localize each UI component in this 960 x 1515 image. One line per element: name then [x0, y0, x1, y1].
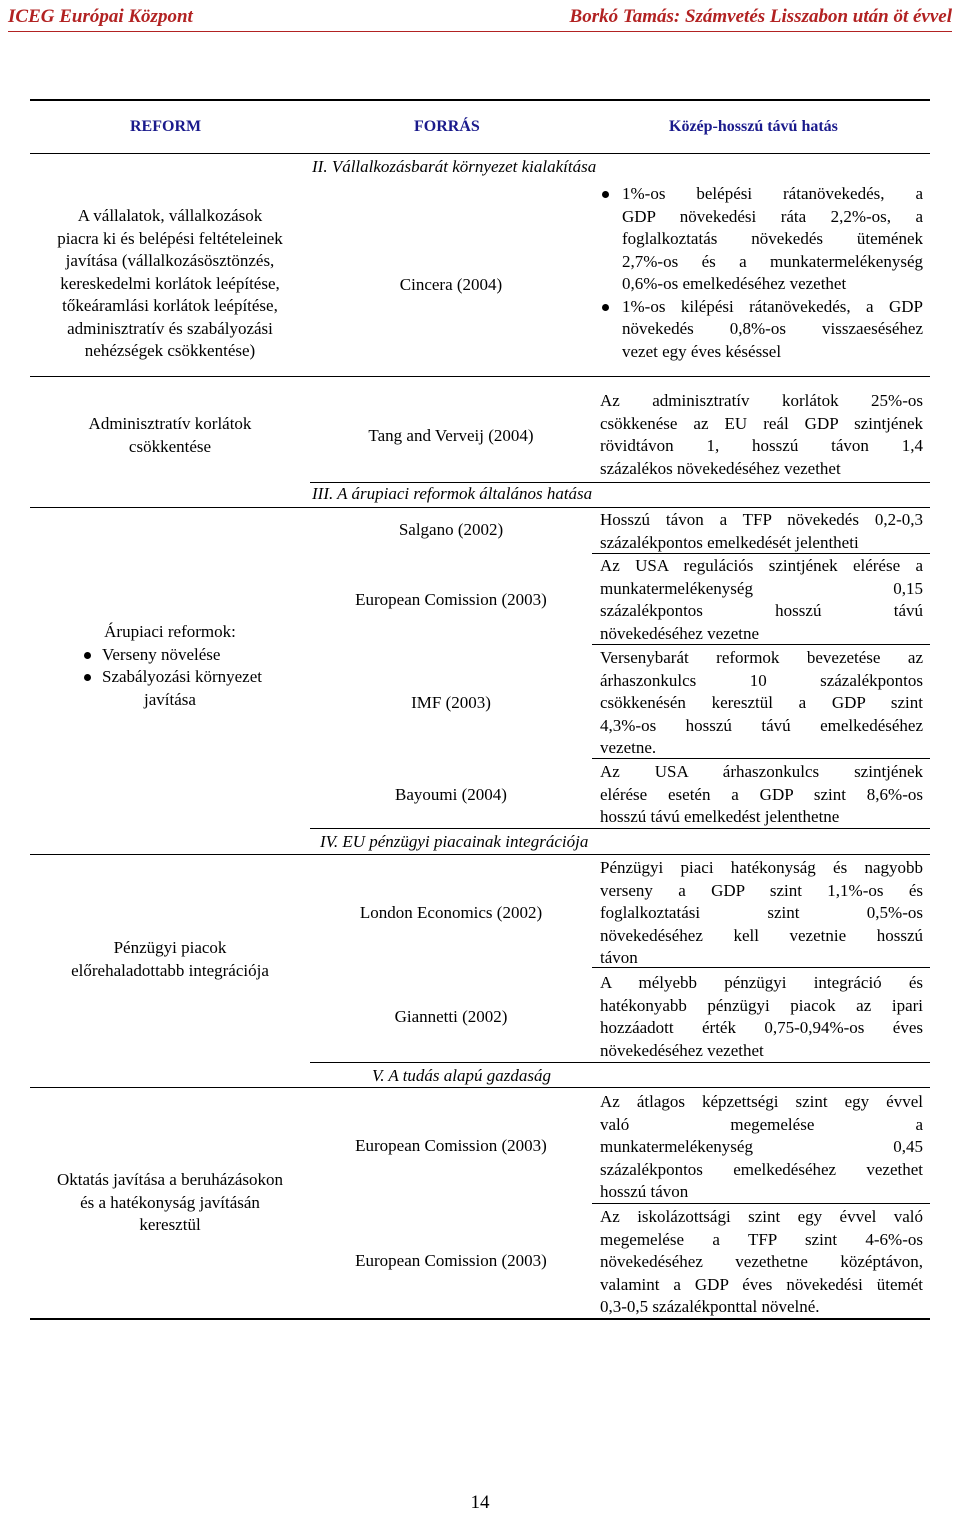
effect-cell: Az adminisztratív korlátok 25%-os csökkenése az EU reál GDP szintjének rövidtávon 1, hosszú távon 1,4 százalékos növekedéséhez vezethet — [600, 391, 923, 478]
source-cell: Giannetti (2002) — [394, 1007, 508, 1026]
column-heading-source: FORRÁS — [414, 118, 480, 135]
effect-bullet-item: 1%-os belépési rátanövekedés, a GDP növekedési ráta 2,2%-os, a foglalkoztatás növekedés ütemének 2,7%-os és a munkatermelékenység 0,6%-os emelkedéséhez vezethet — [594, 183, 923, 296]
reform-text-line: tőkeáramlási korlátok leépítése, — [62, 296, 278, 315]
header-rule — [8, 31, 952, 32]
column-heading-effect: Közép-hosszú távú hatás — [669, 118, 838, 135]
page-number: 14 — [470, 1492, 490, 1513]
reform-text-line: és a hatékonyság javításán — [80, 1192, 260, 1212]
reform-text-line: Oktatás javítása a beruházásokon — [56, 1170, 284, 1189]
reform-cell — [30, 621, 310, 711]
effect-cell: A mélyebb pénzügyi integráció és hatékonyabb pénzügyi piacok az ipari hozzáadott érték 0,75-0,94%-os éves növekedéséhez vezethet — [600, 973, 923, 1060]
reform-cell — [30, 937, 310, 982]
section-title: II. Vállalkozásbarát környezet kialakítása — [312, 157, 597, 176]
effect-cell — [600, 183, 923, 363]
reform-bullet-item: Verseny növelése — [78, 644, 262, 667]
reform-text-line: Árupiaci reformok: — [104, 622, 236, 641]
section-title: V. A tudás alapú gazdaság — [372, 1066, 552, 1085]
effect-cell: Az USA árhaszonkulcs szintjének elérése esetén a GDP szint 8,6%-os hosszú távú emelkedést jelenthetne — [600, 762, 923, 826]
source-cell: European Comission (2003) — [355, 1251, 547, 1270]
source-cell: European Comission (2003) — [355, 1136, 547, 1155]
table-top-rule — [30, 99, 930, 101]
section-rule — [310, 1062, 930, 1063]
header-left-title: ICEG Európai Központ — [8, 6, 193, 27]
row-rule — [30, 1087, 930, 1088]
reform-text-line: Pénzügyi piacok — [113, 938, 227, 957]
section-title: III. A árupiaci reformok általános hatása — [312, 484, 593, 503]
reform-cell — [30, 1169, 310, 1237]
reform-bullet-list — [78, 644, 262, 689]
effect-cell: Az iskolázottsági szint egy évvel való megemelése a TFP szint 4-6%-os növekedéséhez vezethetne középtávon, valamint a GDP éves növekedési ütemét 0,3-0,5 százalékponttal növelné. — [600, 1207, 923, 1316]
section-title: IV. EU pénzügyi piacainak integrációja — [320, 832, 589, 851]
source-cell: London Economics (2002) — [359, 903, 543, 922]
reform-text-line: keresztül — [139, 1215, 201, 1234]
source-cell: Cincera (2004) — [399, 275, 503, 294]
source-cell: European Comission (2003) — [355, 590, 547, 609]
effect-cell: Az átlagos képzettségi szint egy évvel való megemelése a munkatermelékenység 0,45 százalékpontos emelkedéséhez vezethet hosszú távon — [600, 1092, 923, 1201]
reform-text-line: piacra ki és belépési feltételeinek — [57, 228, 283, 248]
reform-cell — [30, 413, 310, 458]
row-rule — [30, 376, 930, 377]
reform-text-line: javítása (vállalkozásösztönzés, — [65, 251, 275, 270]
reform-text-line: adminisztratív és szabályozási — [67, 318, 273, 338]
reform-text-line: nehézségek csökkentése) — [84, 341, 256, 360]
source-cell: Tang and Verveij (2004) — [368, 426, 534, 445]
source-cell: IMF (2003) — [411, 693, 491, 712]
row-rule — [30, 507, 930, 508]
header-right-title: Borkó Tamás: Számvetés Lisszabon után öt évvel — [569, 6, 952, 27]
reform-text-line: Adminisztratív korlátok — [88, 414, 252, 433]
reform-text-line: csökkentése — [128, 436, 212, 456]
table-header-rule — [30, 153, 930, 154]
effect-cell: Pénzügyi piaci hatékonyság és nagyobb verseny a GDP szint 1,1%-os és foglalkoztatási szint 0,5%-os növekedéséhez kell vezetnie hosszú távon — [600, 858, 923, 967]
source-cell: Salgano (2002) — [398, 520, 504, 539]
effect-cell: Az USA regulációs szintjének elérése a munkatermelékenység 0,15 százalékpontos hosszú távú növekedéséhez vezetne — [600, 556, 923, 643]
reform-text-line: A vállalatok, vállalkozások — [77, 206, 263, 225]
reform-text-line: kereskedelmi korlátok leépítése, — [60, 273, 280, 293]
reform-text-line: előrehaladottabb integrációja — [71, 960, 269, 980]
section-rule — [310, 482, 930, 483]
effect-bullet-item: 1%-os kilépési rátanövekedés, a GDP növekedés 0,8%-os visszaeséséhez vezet egy éves késéssel — [594, 296, 923, 364]
reform-text-line: javítása — [144, 689, 196, 709]
reform-bullet-item: Szabályozási környezet — [78, 666, 262, 689]
reform-cell — [30, 205, 310, 363]
row-rule — [30, 854, 930, 855]
effect-cell: Hosszú távon a TFP növekedés 0,2-0,3 százalékpontos emelkedését jelentheti — [600, 510, 923, 552]
effect-cell: Versenybarát reformok bevezetése az árhaszonkulcs 10 százalékpontos csökkenésén keresztül a GDP szint 4,3%-os hosszú távú emelkedéséhez vezetne. — [600, 648, 923, 757]
column-heading-reform: REFORM — [130, 118, 202, 135]
source-cell: Bayoumi (2004) — [395, 785, 507, 804]
